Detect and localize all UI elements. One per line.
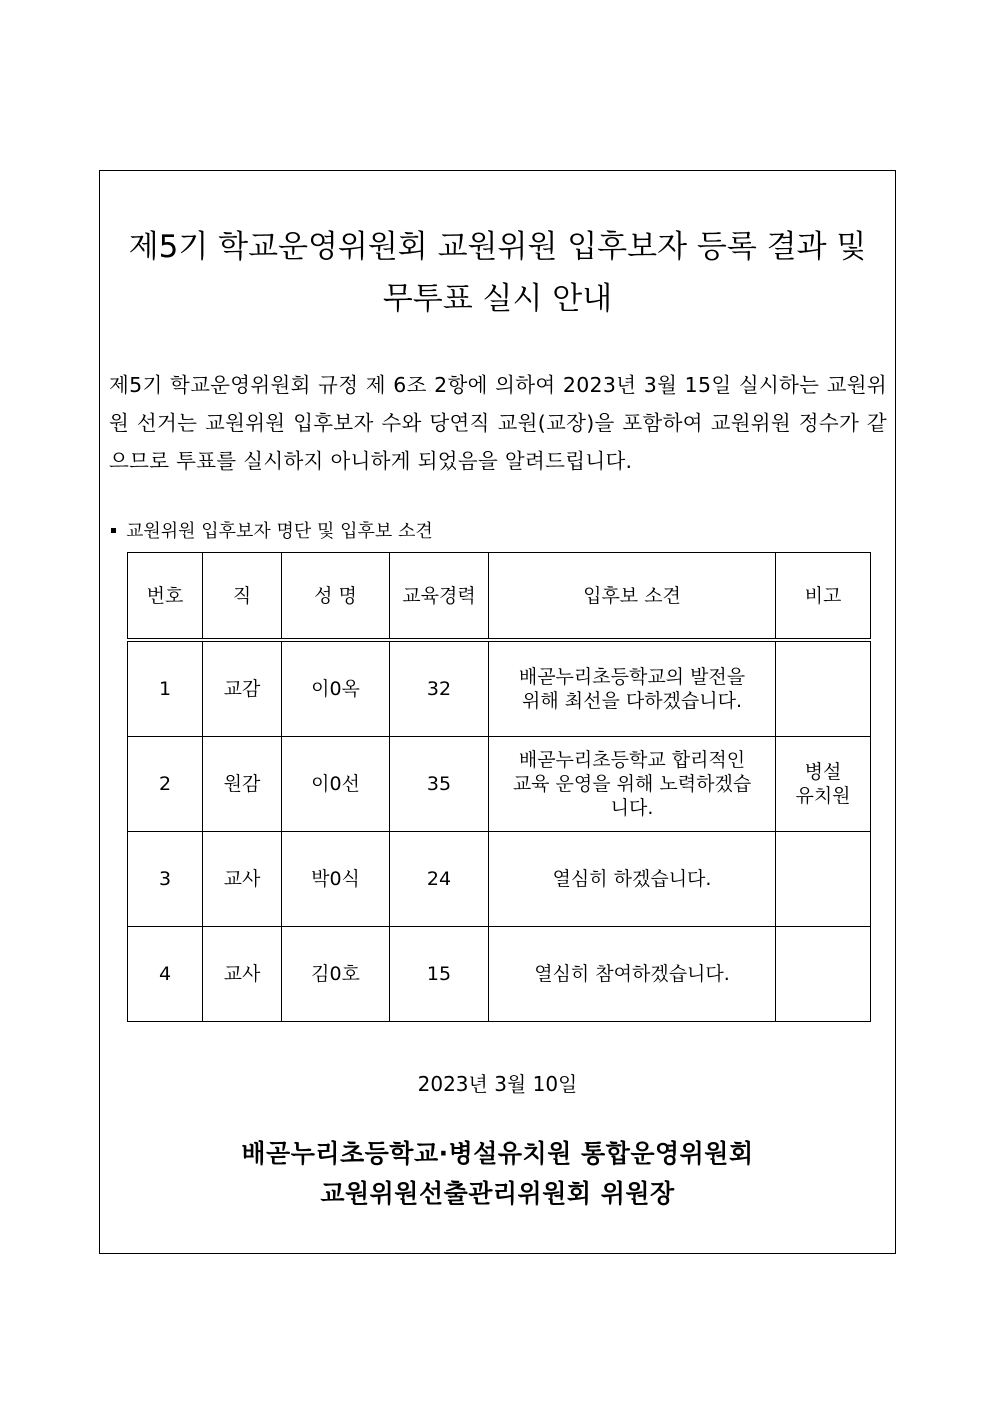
issue-date: 2023년 3월 10일 <box>417 1072 578 1096</box>
cell-number: 1 <box>128 640 203 737</box>
cell-name: 김0호 <box>282 927 390 1022</box>
cell-statement: 배곧누리초등학교 합리적인 교육 운영을 위해 노력하겠습니다. <box>489 737 776 832</box>
header-name: 성 명 <box>282 553 390 641</box>
bullet-icon <box>111 528 116 533</box>
cell-number: 3 <box>128 832 203 927</box>
cell-career: 32 <box>390 640 489 737</box>
cell-position: 교사 <box>203 927 282 1022</box>
document-frame <box>99 170 896 1254</box>
table-row <box>128 640 871 737</box>
cell-name: 이0옥 <box>282 640 390 737</box>
header-position: 직 <box>203 553 282 641</box>
cell-position: 원감 <box>203 737 282 832</box>
cell-number: 4 <box>128 927 203 1022</box>
table-header-row <box>128 553 871 641</box>
signature-line-2: 교원위원선출관리위원회 위원장 <box>320 1179 675 1208</box>
header-remarks: 비고 <box>776 553 871 641</box>
cell-name: 박0식 <box>282 832 390 927</box>
table-caption <box>109 518 433 546</box>
document-title <box>100 221 895 325</box>
table-row <box>128 832 871 927</box>
cell-career: 35 <box>390 737 489 832</box>
candidate-table <box>127 552 871 1022</box>
notice-body: 제5기 학교운영위원회 규정 제 6조 2항에 의하여 2023년 3월 15일 실시하는 교원위원 선거는 교원위원 입후보자 수와 당연직 교원(교장)을 포함하여 교원위원 정수가 같으므로 투표를 실시하지 아니하게 되었음을 알려드립니다. <box>109 373 887 473</box>
signature-line-1: 배곧누리초등학교·병설유치원 통합운영위원회 <box>241 1139 754 1168</box>
cell-remarks <box>776 927 871 1022</box>
cell-statement: 배곧누리초등학교의 발전을 위해 최선을 다하겠습니다. <box>489 640 776 737</box>
cell-career: 15 <box>390 927 489 1022</box>
header-career: 교육경력 <box>390 553 489 641</box>
title-line-1: 제5기 학교운영위원회 교원위원 입후보자 등록 결과 및 <box>128 229 867 265</box>
header-number: 번호 <box>128 553 203 641</box>
cell-remarks <box>776 640 871 737</box>
table-row <box>128 737 871 832</box>
table-row <box>128 927 871 1022</box>
cell-remarks: 병설 유치원 <box>776 737 871 832</box>
table-caption-text: 교원위원 입후보자 명단 및 입후보 소견 <box>126 521 433 542</box>
signature-block <box>100 1134 895 1214</box>
cell-career: 24 <box>390 832 489 927</box>
cell-position: 교사 <box>203 832 282 927</box>
cell-remarks <box>776 832 871 927</box>
cell-name: 이0선 <box>282 737 390 832</box>
cell-number: 2 <box>128 737 203 832</box>
cell-position: 교감 <box>203 640 282 737</box>
title-line-2: 무투표 실시 안내 <box>382 281 613 317</box>
cell-statement: 열심히 참여하겠습니다. <box>489 927 776 1022</box>
cell-statement: 열심히 하겠습니다. <box>489 832 776 927</box>
header-statement: 입후보 소견 <box>489 553 776 641</box>
